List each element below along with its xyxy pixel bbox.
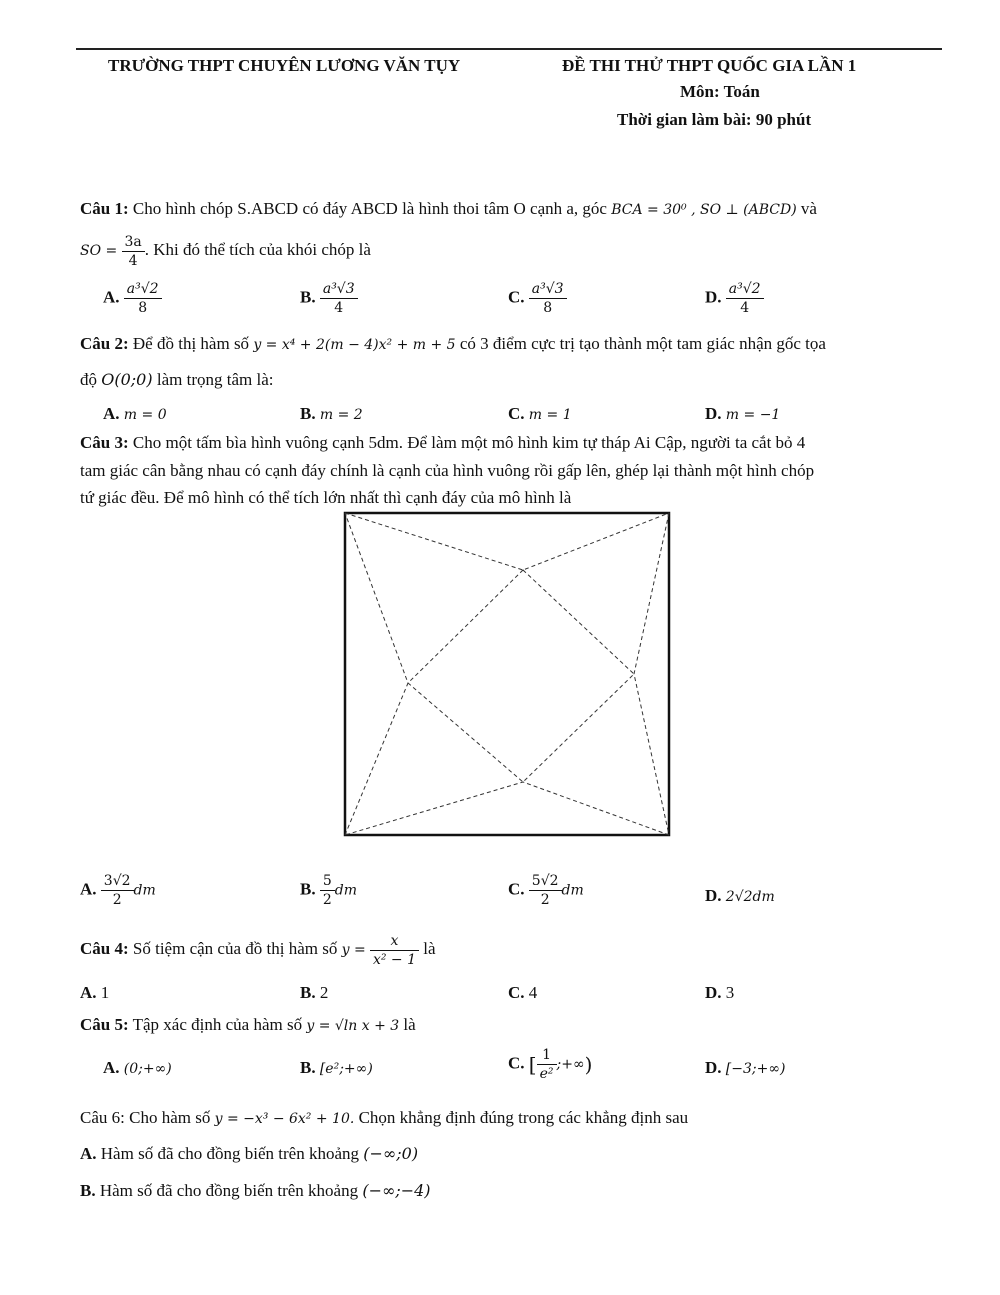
square-cardboard-figure (343, 511, 672, 838)
q2-text4: làm trọng tâm là: (156, 370, 274, 389)
q3-option-d[interactable]: D. 2√2dm (705, 886, 775, 905)
q2-label: Câu 2: (80, 334, 129, 353)
q5-option-c[interactable]: C. [ $\frac{1}{\text{e²}}$ ;+∞) (508, 1047, 593, 1082)
q3-line2: tam giác cân bằng nhau có cạnh đáy chính là cạnh của hình vuông rồi gấp lên, ghép lại thành một hình chóp (80, 461, 815, 480)
q4-option-b[interactable]: B. 2 (300, 983, 329, 1002)
question-2-line2 (80, 369, 273, 391)
pyramid-base-square (408, 570, 634, 782)
time-limit: Thời gian làm bài: 90 phút (617, 110, 812, 129)
q3-line3: tứ giác đều. Để mô hình có thể tích lớn nhất thì cạnh đáy của mô hình là (80, 488, 572, 507)
question-6 (80, 1107, 688, 1130)
q2-option-b[interactable]: B. m = 2 (300, 404, 363, 423)
q2-text3: độ (80, 370, 97, 389)
q2-text: Để đồ thị hàm số (132, 334, 250, 353)
q6-option-a[interactable]: A. Hàm số đã cho đồng biến trên khoảng (−∞;0) (80, 1144, 419, 1163)
q5-option-d[interactable]: D. [−3;+∞) (705, 1058, 786, 1077)
q4-lhs: y = (341, 942, 366, 958)
q1-label: Câu 1: (80, 199, 129, 218)
q5-option-a[interactable]: A. (0;+∞) (103, 1058, 172, 1077)
q3-label: Câu 3: (80, 433, 129, 452)
q2-text2: có 3 điểm cực trị tạo thành một tam giác nhận gốc tọa (459, 334, 826, 353)
q3-option-b[interactable]: B. $\frac{5}{2}$ dm (300, 873, 358, 908)
subject: Môn: Toán (680, 82, 760, 101)
triangle-top (345, 513, 669, 570)
triangle-right (634, 513, 669, 835)
triangle-bottom (345, 782, 669, 835)
q5-text: Tập xác định của hàm số (132, 1015, 303, 1034)
question-1 (80, 198, 817, 221)
q5-formula: y = √ln x + 3 (306, 1018, 400, 1034)
q3-line1: Cho một tấm bìa hình vuông cạnh 5dm. Để làm một mô hình kim tự tháp Ai Cập, người ta cắt bỏ 4 (132, 433, 806, 452)
q1-option-b[interactable]: B. $\frac{\text{a³√3}}{4}$ (300, 280, 358, 317)
q4-label: Câu 4: (80, 939, 129, 958)
q1-so-lhs: SO = (80, 243, 118, 259)
question-1-line2 (80, 232, 371, 270)
q5-text2: là (403, 1015, 416, 1034)
exam-title: ĐỀ THI THỬ THPT QUỐC GIA LẦN 1 (562, 56, 857, 75)
q6-text2: Chọn khẳng định đúng trong các khẳng định sau (358, 1108, 689, 1127)
q2-formula: y = x⁴ + 2(m − 4)x² + m + 5 (253, 337, 456, 353)
q4-option-c[interactable]: C. 4 (508, 983, 538, 1002)
q1-option-a[interactable]: A. $\frac{\text{a³√2}}{8}$ (103, 280, 162, 317)
q6-text: Cho hàm số (129, 1108, 211, 1127)
question-4 (80, 930, 436, 969)
q1-text2: . Khi đó thể tích của khói chóp là (144, 240, 371, 259)
question-5 (80, 1014, 416, 1037)
q2-option-a[interactable]: A. m = 0 (103, 404, 167, 423)
q4-text: Số tiệm cận của đồ thị hàm số (132, 939, 338, 958)
header-rule (76, 48, 942, 50)
q3-option-c[interactable]: C. $\frac{5√2}{2}$ dm (508, 873, 584, 908)
q5-label: Câu 5: (80, 1015, 129, 1034)
q4-text2: là (423, 939, 436, 958)
q4-fraction: $\frac{x}{\text{x² − 1}}$ (370, 932, 419, 969)
q1-option-d[interactable]: D. $\frac{\text{a³√2}}{4}$ (705, 280, 764, 317)
q6-formula: y = −x³ − 6x² + 10. (214, 1111, 355, 1127)
q4-option-a[interactable]: A. 1 (80, 983, 110, 1002)
triangle-left (345, 513, 408, 835)
q6-option-b[interactable]: B. Hàm số đã cho đồng biến trên khoảng (−∞;−4) (80, 1181, 431, 1200)
q4-option-d[interactable]: D. 3 (705, 983, 735, 1002)
q2-option-c[interactable]: C. m = 1 (508, 404, 572, 423)
q1-condition: BCA = 30⁰ , SO ⊥ (ABCD) (611, 202, 797, 218)
q5-option-b[interactable]: B. [e²;+∞) (300, 1058, 373, 1077)
q3-option-a[interactable]: A. $\frac{3√2}{2}$ dm (80, 873, 156, 908)
school-name: TRƯỜNG THPT CHUYÊN LƯƠNG VĂN TỤY (108, 56, 461, 75)
question-2 (80, 333, 826, 356)
q1-option-c[interactable]: C. $\frac{\text{a³√3}}{8}$ (508, 280, 567, 317)
q1-and: và (800, 199, 817, 218)
q6-label: Câu 6: (80, 1108, 125, 1127)
question-3 (80, 432, 805, 454)
q2-option-d[interactable]: D. m = −1 (705, 404, 781, 423)
q2-origin: O(0;0) (101, 370, 153, 389)
q1-text: Cho hình chóp S.ABCD có đáy ABCD là hình thoi tâm O cạnh a, góc (132, 199, 607, 218)
q1-so-fraction: $\frac{3a}{4}$ (122, 233, 145, 270)
fold-lines (345, 513, 669, 835)
